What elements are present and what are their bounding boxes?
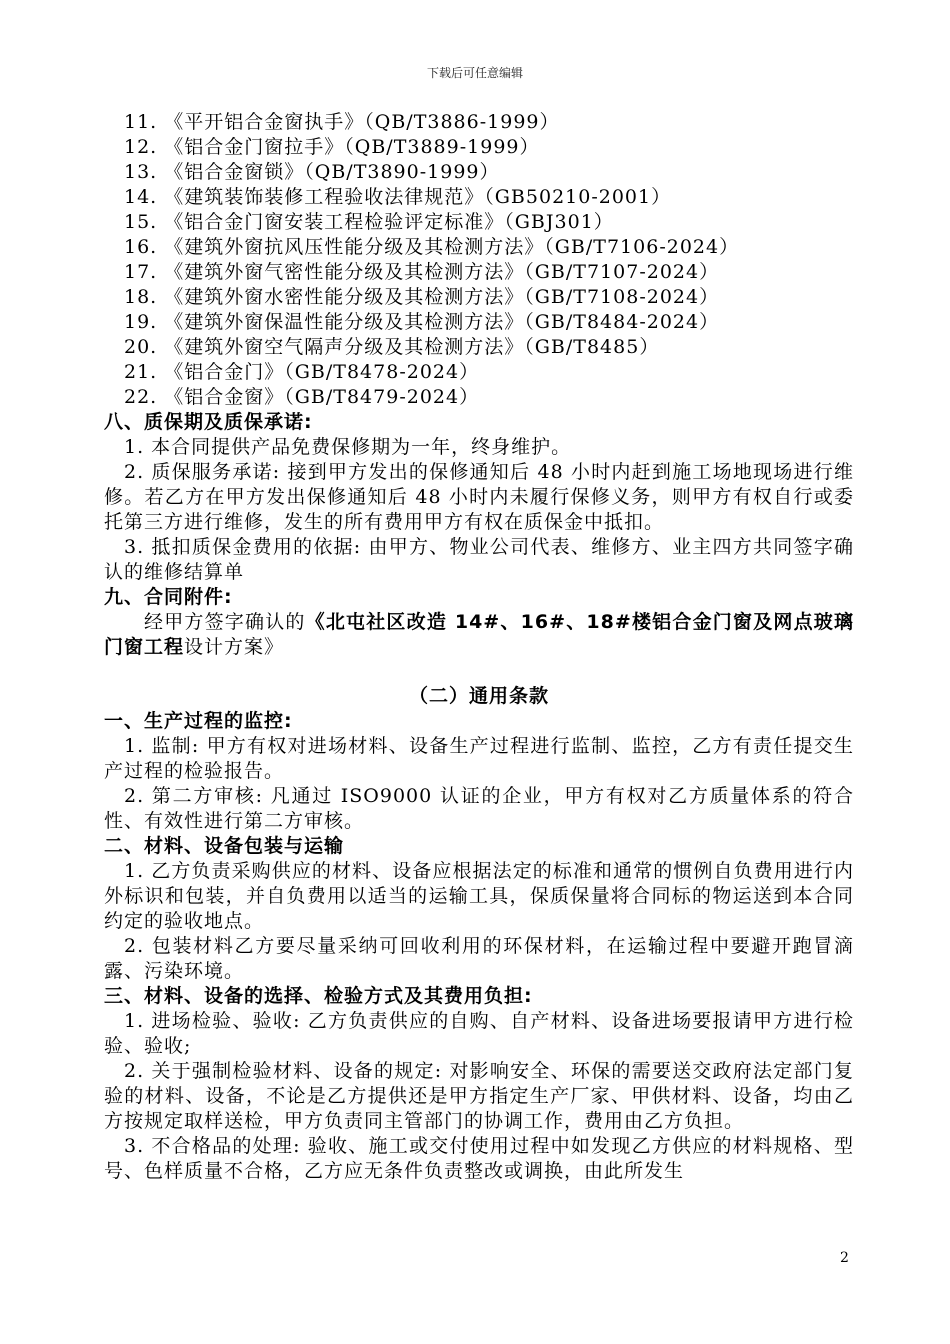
- packaging-paragraph-1: 1. 乙方负责采购供应的材料、设备应根据法定的标准和通常的惯例自负费用进行内外标识和包装，并自负费用以适当的运输工具，保质保量将合同标的物运送到本合同约定的验收地点。: [104, 860, 854, 932]
- inspection-paragraph-3: 3. 不合格品的处理: 验收、施工或交付使用过程中如发现乙方供应的材料规格、型号、色样质量不合格，乙方应无条件负责整改或调换，由此所发生: [104, 1135, 854, 1182]
- general-terms-title: （二）通用条款: [408, 685, 549, 707]
- standard-item: 11. 《平开铝合金窗执手》（QB/T3886-1999）: [124, 111, 560, 133]
- warranty-paragraph-2: 2. 质保服务承诺: 接到甲方发出的保修通知后 48 小时内赶到施工场地现场进行维修。若乙方在甲方发出保修通知后 48 小时内未履行保修义务，则甲方有权自行或委托第三方进行维修，发生的所有费用甲方有权在质保金中抵扣。: [104, 461, 854, 533]
- document-body: [104, 110, 854, 1184]
- section-heading-attachments: 九、合同附件:: [104, 586, 233, 608]
- standard-item: 19. 《建筑外窗保温性能分级及其检测方法》（GB/T8484-2024）: [124, 311, 720, 333]
- inspection-paragraph-1: 1. 进场检验、验收: 乙方负责供应的自购、自产材料、设备进场要报请甲方进行检验、验收;: [104, 1010, 854, 1057]
- standards-list: [104, 110, 854, 410]
- section-heading-packaging: 二、材料、设备包装与运输: [104, 835, 345, 857]
- attachments-project-name: 《北屯社区改造 14#、16#、18#楼铝合金门窗及网点玻璃门窗工程: [104, 611, 854, 658]
- standard-item: 20. 《建筑外窗空气隔声分级及其检测方法》（GB/T8485）: [124, 336, 660, 358]
- page-number: 2: [840, 1250, 849, 1266]
- packaging-paragraph-2: 2. 包装材料乙方要尽量采纳可回收利用的环保材料，在运输过程中要避开跑冒滴露、污染环境。: [104, 935, 854, 982]
- warranty-paragraph-1: 1. 本合同提供产品免费保修期为一年，终身维护。: [124, 436, 572, 458]
- standard-item: 16. 《建筑外窗抗风压性能分级及其检测方法》（GB/T7106-2024）: [124, 236, 740, 258]
- standard-item: 17. 《建筑外窗气密性能分级及其检测方法》（GB/T7107-2024）: [124, 261, 720, 283]
- warranty-paragraph-3: 3. 抵扣质保金费用的依据: 由甲方、物业公司代表、维修方、业主四方共同签字确认的维修结算单: [104, 536, 854, 583]
- page-header: 下载后可任意编辑: [426, 66, 523, 80]
- standard-item: 22. 《铝合金窗》（GB/T8479-2024）: [124, 386, 480, 408]
- standard-item: 18. 《建筑外窗水密性能分级及其检测方法》（GB/T7108-2024）: [124, 286, 720, 308]
- standard-item: 12. 《铝合金门窗拉手》（QB/T3889-1999）: [124, 136, 540, 158]
- section-heading-production: 一、生产过程的监控:: [104, 710, 293, 732]
- section-heading-inspection: 三、材料、设备的选择、检验方式及其费用负担:: [104, 985, 533, 1007]
- production-paragraph-1: 1. 监制: 甲方有权对进场材料、设备生产过程进行监制、监控，乙方有责任提交生产过程的检验报告。: [104, 735, 854, 782]
- standard-item: 21. 《铝合金门》（GB/T8478-2024）: [124, 361, 480, 383]
- production-paragraph-2: 2. 第二方审核: 凡通过 ISO9000 认证的企业，甲方有权对乙方质量体系的符合性、有效性进行第二方审核。: [104, 785, 854, 832]
- attachments-post: 设计方案》: [184, 636, 285, 658]
- inspection-paragraph-2: 2. 关于强制检验材料、设备的规定: 对影响安全、环保的需要送交政府法定部门复验的材料、设备，不论是乙方提供还是甲方指定生产厂家、甲供材料、设备，均由乙方按规定取样送检，甲方负责同主管部门的协调工作，费用由乙方负担。: [104, 1060, 854, 1132]
- section-heading-warranty: 八、质保期及质保承诺:: [104, 411, 313, 433]
- standard-item: 15. 《铝合金门窗安装工程检验评定标准》（GBJ301）: [124, 211, 614, 233]
- attachments-paragraph: [104, 610, 854, 660]
- standard-item: 13. 《铝合金窗锁》（QB/T3890-1999）: [124, 161, 500, 183]
- attachments-pre: 经甲方签字确认的: [144, 611, 306, 633]
- standard-item: 14. 《建筑装饰装修工程验收法律规范》（GB50210-2001）: [124, 186, 672, 208]
